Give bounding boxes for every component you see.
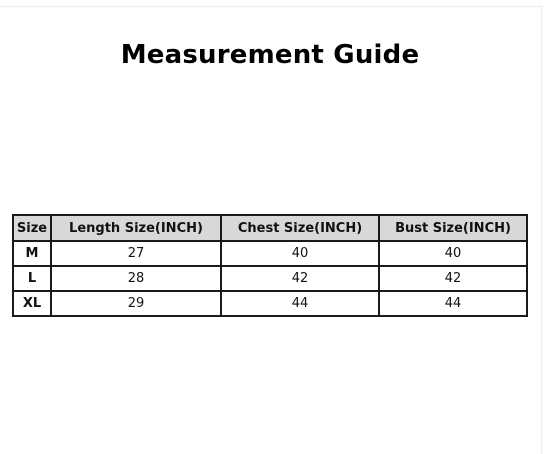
- chest-cell: 40: [221, 241, 379, 266]
- header-chest-size: Chest Size(INCH): [221, 215, 379, 241]
- header-bust-size: Bust Size(INCH): [379, 215, 527, 241]
- page-title: Measurement Guide: [120, 40, 420, 70]
- size-cell: XL: [13, 291, 51, 316]
- table-row: [13, 241, 527, 266]
- length-cell: 27: [51, 241, 221, 266]
- bust-cell: 44: [379, 291, 527, 316]
- measurement-table: [12, 214, 528, 317]
- chest-cell: 42: [221, 266, 379, 291]
- chest-cell: 44: [221, 291, 379, 316]
- table-header-row: [13, 215, 527, 241]
- frame-top-border: [0, 6, 541, 7]
- size-cell: M: [13, 241, 51, 266]
- bust-cell: 40: [379, 241, 527, 266]
- table-row: [13, 266, 527, 291]
- length-cell: 28: [51, 266, 221, 291]
- frame-right-border: [541, 6, 542, 454]
- length-cell: 29: [51, 291, 221, 316]
- table-row: [13, 291, 527, 316]
- header-size: Size: [13, 215, 51, 241]
- size-cell: L: [13, 266, 51, 291]
- header-length-size: Length Size(INCH): [51, 215, 221, 241]
- bust-cell: 42: [379, 266, 527, 291]
